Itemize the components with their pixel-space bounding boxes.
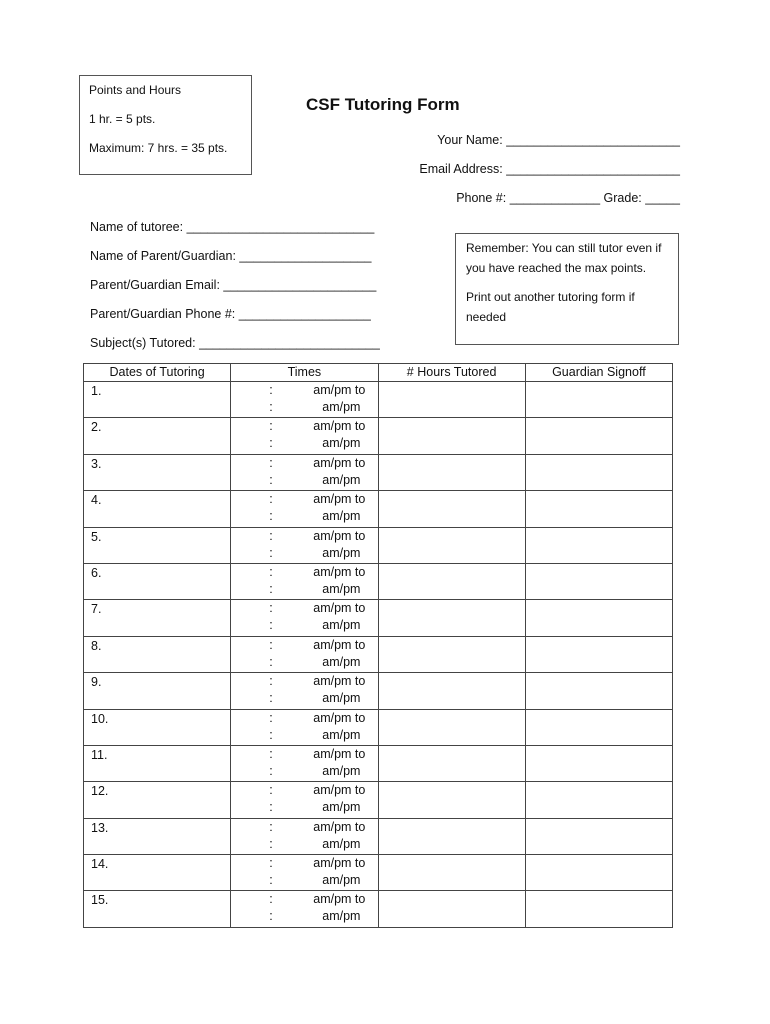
tutoring-log-body	[84, 382, 673, 928]
times-cell[interactable]	[231, 491, 378, 527]
email-address-field[interactable]: Email Address: _________________________	[419, 162, 680, 176]
table-header-row	[84, 364, 673, 382]
date-cell[interactable]	[84, 818, 231, 854]
guardian-signoff-cell[interactable]	[525, 454, 672, 490]
guardian-signoff-cell[interactable]	[525, 418, 672, 454]
end-time-colon: :	[269, 618, 273, 633]
start-ampm-label: am/pm to	[313, 528, 366, 543]
end-ampm-label: am/pm	[322, 909, 361, 924]
end-time-colon: :	[269, 545, 273, 560]
start-ampm-label: am/pm to	[313, 819, 366, 834]
times-cell[interactable]	[231, 454, 378, 490]
times-cell[interactable]	[231, 673, 378, 709]
start-time-colon: :	[269, 637, 273, 652]
header-times: Times	[231, 364, 378, 382]
start-ampm-label: am/pm to	[313, 601, 366, 616]
row-number: 10.	[91, 711, 109, 726]
date-cell[interactable]	[84, 709, 231, 745]
phone-grade-field[interactable]: Phone #: _____________ Grade: _____	[456, 191, 680, 205]
guardian-signoff-cell[interactable]	[525, 527, 672, 563]
end-time-colon: :	[269, 909, 273, 924]
start-time-colon: :	[269, 564, 273, 579]
row-number: 4.	[91, 493, 102, 508]
hours-tutored-cell[interactable]	[378, 491, 525, 527]
hours-tutored-cell[interactable]	[378, 673, 525, 709]
guardian-signoff-cell[interactable]	[525, 673, 672, 709]
start-ampm-label: am/pm to	[313, 783, 366, 798]
end-time-colon: :	[269, 873, 273, 888]
end-ampm-label: am/pm	[322, 800, 361, 815]
form-title: CSF Tutoring Form	[306, 95, 460, 114]
end-time-colon: :	[269, 400, 273, 414]
start-ampm-label: am/pm to	[313, 383, 366, 397]
row-number: 2.	[91, 420, 102, 435]
start-ampm-label: am/pm to	[313, 892, 366, 907]
row-number: 14.	[91, 857, 109, 872]
table-row	[84, 600, 673, 636]
parent-name-field[interactable]: Name of Parent/Guardian: ___________________	[90, 249, 372, 263]
row-number: 3.	[91, 456, 102, 471]
table-row	[84, 709, 673, 745]
start-ampm-label: am/pm to	[313, 710, 366, 725]
times-cell[interactable]	[231, 891, 378, 927]
end-ampm-label: am/pm	[322, 873, 361, 888]
table-row	[84, 418, 673, 454]
row-number: 9.	[91, 675, 102, 690]
date-cell[interactable]	[84, 855, 231, 891]
times-cell[interactable]	[231, 818, 378, 854]
start-ampm-label: am/pm to	[313, 856, 366, 871]
header-dates: Dates of Tutoring	[84, 364, 231, 382]
row-number: 7.	[91, 602, 102, 617]
start-time-colon: :	[269, 492, 273, 507]
times-cell[interactable]	[231, 527, 378, 563]
end-time-colon: :	[269, 581, 273, 596]
end-time-colon: :	[269, 509, 273, 524]
guardian-signoff-cell[interactable]	[525, 745, 672, 781]
date-cell[interactable]	[84, 527, 231, 563]
table-row	[84, 636, 673, 672]
times-cell[interactable]	[231, 709, 378, 745]
end-ampm-label: am/pm	[322, 691, 361, 706]
times-cell[interactable]	[231, 636, 378, 672]
table-row	[84, 891, 673, 927]
start-time-colon: :	[269, 710, 273, 725]
date-cell[interactable]	[84, 563, 231, 599]
guardian-signoff-cell[interactable]	[525, 491, 672, 527]
table-row	[84, 527, 673, 563]
times-cell[interactable]	[231, 782, 378, 818]
row-number: 8.	[91, 638, 102, 653]
hours-tutored-cell[interactable]	[378, 527, 525, 563]
points-and-hours-box	[79, 75, 252, 175]
start-time-colon: :	[269, 455, 273, 470]
table-row	[84, 563, 673, 599]
parent-phone-field[interactable]: Parent/Guardian Phone #: ___________________	[90, 307, 371, 321]
table-row	[84, 382, 673, 418]
end-time-colon: :	[269, 472, 273, 487]
times-cell[interactable]	[231, 745, 378, 781]
parent-email-field[interactable]: Parent/Guardian Email: ______________________	[90, 278, 377, 292]
end-ampm-label: am/pm	[322, 836, 361, 851]
start-time-colon: :	[269, 819, 273, 834]
end-time-colon: :	[269, 800, 273, 815]
end-ampm-label: am/pm	[322, 618, 361, 633]
start-time-colon: :	[269, 528, 273, 543]
start-time-colon: :	[269, 601, 273, 616]
start-time-colon: :	[269, 419, 273, 434]
start-ampm-label: am/pm to	[313, 674, 366, 689]
start-time-colon: :	[269, 783, 273, 798]
hours-tutored-cell[interactable]	[378, 418, 525, 454]
hours-tutored-cell[interactable]	[378, 782, 525, 818]
tutoring-log-table	[83, 363, 673, 928]
row-number: 1.	[91, 384, 102, 398]
print-note-text: Print out another tutoring form if needed	[466, 290, 635, 324]
start-ampm-label: am/pm to	[313, 419, 366, 434]
hours-tutored-cell[interactable]	[378, 745, 525, 781]
date-cell[interactable]	[84, 600, 231, 636]
hours-tutored-cell[interactable]	[378, 891, 525, 927]
hours-tutored-cell[interactable]	[378, 636, 525, 672]
date-cell[interactable]	[84, 891, 231, 927]
end-ampm-label: am/pm	[322, 472, 361, 487]
start-ampm-label: am/pm to	[313, 564, 366, 579]
guardian-signoff-cell[interactable]	[525, 636, 672, 672]
date-cell[interactable]	[84, 636, 231, 672]
date-cell[interactable]	[84, 673, 231, 709]
end-ampm-label: am/pm	[322, 509, 361, 524]
end-time-colon: :	[269, 836, 273, 851]
times-cell[interactable]	[231, 855, 378, 891]
date-cell[interactable]	[84, 418, 231, 454]
end-ampm-label: am/pm	[322, 727, 361, 742]
header-hours: # Hours Tutored	[378, 364, 525, 382]
end-ampm-label: am/pm	[322, 763, 361, 778]
row-number: 15.	[91, 893, 109, 908]
hours-tutored-cell[interactable]	[378, 855, 525, 891]
table-row	[84, 745, 673, 781]
start-time-colon: :	[269, 674, 273, 689]
end-time-colon: :	[269, 691, 273, 706]
start-ampm-label: am/pm to	[313, 492, 366, 507]
guardian-signoff-cell[interactable]	[525, 782, 672, 818]
tutoree-name-field[interactable]: Name of tutoree: ___________________________	[90, 220, 375, 234]
guardian-signoff-cell[interactable]	[525, 709, 672, 745]
start-time-colon: :	[269, 856, 273, 871]
start-time-colon: :	[269, 892, 273, 907]
table-row	[84, 673, 673, 709]
date-cell[interactable]	[84, 454, 231, 490]
hours-tutored-cell[interactable]	[378, 563, 525, 599]
end-ampm-label: am/pm	[322, 436, 361, 451]
end-time-colon: :	[269, 727, 273, 742]
date-cell[interactable]	[84, 382, 231, 418]
header-signoff: Guardian Signoff	[525, 364, 672, 382]
guardian-signoff-cell[interactable]	[525, 600, 672, 636]
guardian-signoff-cell[interactable]	[525, 382, 672, 418]
end-time-colon: :	[269, 436, 273, 451]
remember-note-text: Remember: You can still tutor even if you have reached the max points.	[466, 241, 662, 275]
row-number: 11.	[91, 747, 108, 762]
guardian-signoff-cell[interactable]	[525, 563, 672, 599]
hours-tutored-cell[interactable]	[378, 382, 525, 418]
start-ampm-label: am/pm to	[313, 637, 366, 652]
row-number: 6.	[91, 565, 102, 580]
table-row	[84, 782, 673, 818]
hours-tutored-cell[interactable]	[378, 454, 525, 490]
end-time-colon: :	[269, 763, 273, 778]
guardian-signoff-cell[interactable]	[525, 891, 672, 927]
table-row	[84, 491, 673, 527]
end-ampm-label: am/pm	[322, 545, 361, 560]
hours-tutored-cell[interactable]	[378, 709, 525, 745]
guardian-signoff-cell[interactable]	[525, 818, 672, 854]
end-ampm-label: am/pm	[322, 400, 361, 414]
points-box-rate: 1 hr. = 5 pts.	[89, 112, 156, 126]
end-ampm-label: am/pm	[322, 581, 361, 596]
guardian-signoff-cell[interactable]	[525, 855, 672, 891]
points-box-maximum: Maximum: 7 hrs. = 35 pts.	[89, 141, 228, 155]
start-ampm-label: am/pm to	[313, 455, 366, 470]
row-number: 5.	[91, 529, 102, 544]
subjects-tutored-field[interactable]: Subject(s) Tutored: __________________________	[90, 336, 380, 350]
table-row	[84, 454, 673, 490]
hours-tutored-cell[interactable]	[378, 600, 525, 636]
times-cell[interactable]	[231, 563, 378, 599]
start-time-colon: :	[269, 383, 273, 397]
hours-tutored-cell[interactable]	[378, 818, 525, 854]
remember-note-box	[455, 233, 679, 345]
row-number: 12.	[91, 784, 109, 799]
times-cell[interactable]	[231, 418, 378, 454]
end-time-colon: :	[269, 654, 273, 669]
date-cell[interactable]	[84, 745, 231, 781]
points-box-heading: Points and Hours	[89, 83, 182, 97]
start-ampm-label: am/pm to	[313, 746, 366, 761]
times-cell[interactable]	[231, 382, 378, 418]
date-cell[interactable]	[84, 491, 231, 527]
table-row	[84, 855, 673, 891]
start-time-colon: :	[269, 746, 273, 761]
end-ampm-label: am/pm	[322, 654, 361, 669]
table-row	[84, 818, 673, 854]
date-cell[interactable]	[84, 782, 231, 818]
times-cell[interactable]	[231, 600, 378, 636]
row-number: 13.	[91, 820, 109, 835]
your-name-field[interactable]: Your Name: _________________________	[437, 133, 680, 147]
